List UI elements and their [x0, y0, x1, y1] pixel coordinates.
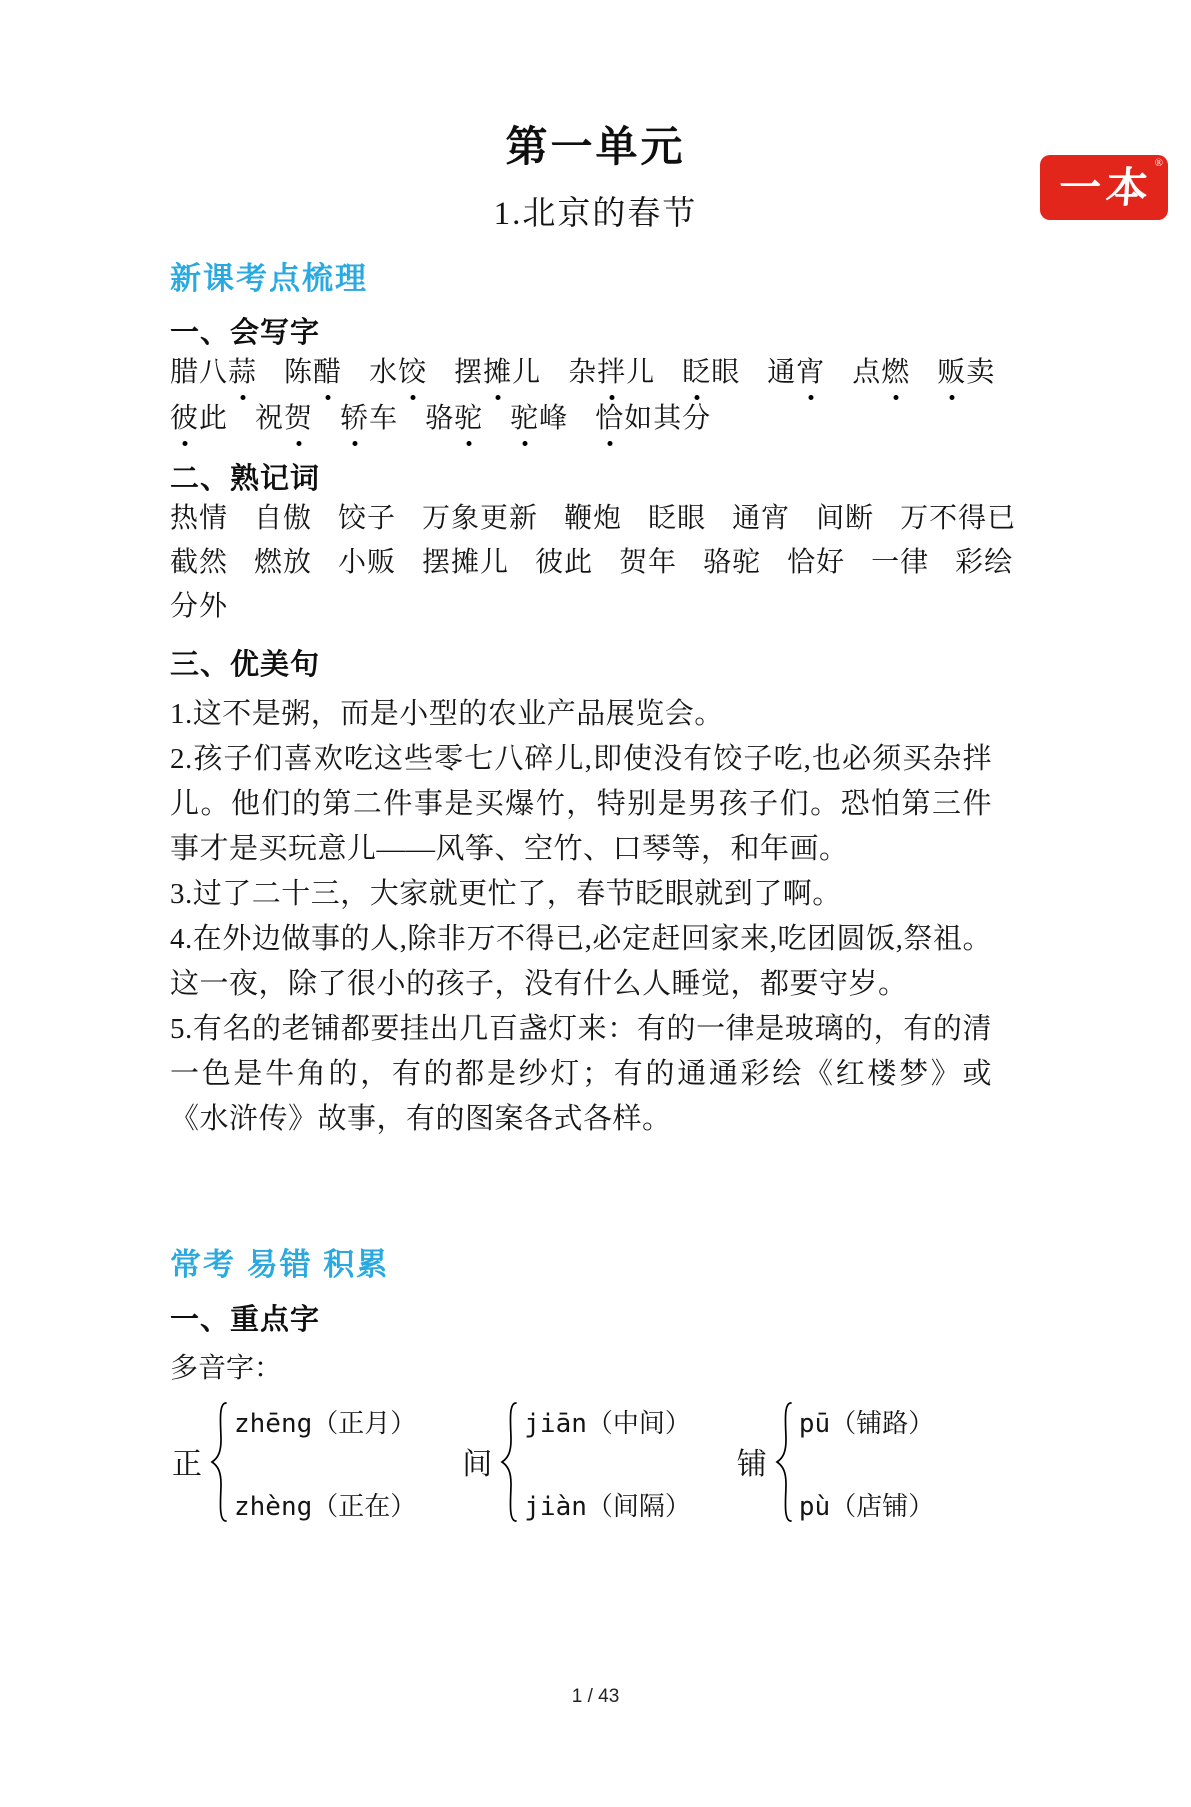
sentences-list: [170, 692, 992, 1142]
polyphone-reading-top: zhēng（正月）: [234, 1408, 417, 1439]
hanzi-char: 车: [369, 402, 399, 434]
word-item: [255, 399, 313, 439]
polyphone-readings: [234, 1407, 416, 1523]
hanzi-char-emphasized: 贺: [284, 399, 313, 439]
hanzi-char: 其: [653, 402, 683, 434]
subsection-title-writing-chars: 一、会写字: [170, 317, 321, 350]
polyphone-base-char: 铺: [736, 1447, 767, 1481]
word-item: 热情: [170, 502, 229, 534]
word-item: [595, 399, 711, 439]
words-line: [170, 543, 1014, 587]
word-item: [425, 399, 483, 439]
word-item: 彼此: [535, 546, 594, 578]
word-item: [369, 353, 427, 393]
hanzi-char: 峰: [539, 402, 569, 434]
polyphone-readings: [799, 1407, 934, 1523]
word-item: 万象更新: [422, 502, 539, 534]
polyphone-base-char: 正: [172, 1447, 202, 1481]
word-item: [767, 353, 825, 393]
word-item: 骆驼: [703, 546, 762, 578]
word-item: 饺子: [338, 502, 397, 534]
hanzi-char-emphasized: 燃: [881, 353, 910, 393]
hanzi-char: 儿: [626, 356, 656, 388]
hanzi-char-emphasized: 拌: [597, 353, 626, 393]
hanzi-char-emphasized: 蒜: [228, 353, 257, 393]
subsection-title-words: 二、熟记词: [170, 462, 321, 495]
polyphone-reading-bottom: jiàn（间隔）: [524, 1491, 691, 1522]
polyphone-group: [172, 1401, 416, 1528]
polyphone-groups: [172, 1401, 992, 1528]
hanzi-char: 如: [624, 402, 654, 434]
word-item: [682, 353, 740, 393]
words-line: [170, 587, 992, 631]
word-item: [340, 399, 398, 439]
hanzi-char: 点: [852, 356, 882, 388]
word-item: 截然: [170, 546, 229, 578]
word-item: [454, 353, 541, 393]
curly-brace-icon: [499, 1401, 519, 1528]
page-number: 1 / 43: [571, 1686, 620, 1707]
hanzi-char: 陈: [284, 356, 314, 388]
polyphone-reading-top: jiān（中间）: [524, 1408, 691, 1439]
hanzi-char: 儿: [512, 356, 542, 388]
hanzi-char-emphasized: 饺: [398, 353, 427, 393]
word-item: [510, 399, 568, 439]
word-item: 小贩: [338, 546, 397, 578]
polyphone-label: 多音字：: [170, 1353, 283, 1385]
sentence-item: 5.有名的老铺都要挂出几百盏灯来：有的一律是玻璃的，有的清一色是牛角的，有的都是纱灯；有的通通彩绘《红楼梦》或《水浒传》故事，有的图案各式各样。: [170, 1013, 992, 1136]
curly-brace-icon: [774, 1401, 794, 1528]
word-item: [937, 353, 995, 393]
hanzi-char: 骆: [425, 402, 455, 434]
unit-title: 第一单元: [505, 123, 686, 170]
hanzi-char: 八: [199, 356, 229, 388]
hanzi-char: 祝: [255, 402, 285, 434]
sentence-item: 1.这不是粥，而是小型的农业产品展览会。: [170, 698, 724, 731]
word-item: [568, 353, 655, 393]
hanzi-char: 通: [767, 356, 797, 388]
word-item: [170, 399, 228, 439]
registered-trademark-icon: ®: [1154, 157, 1163, 169]
writing-chars-line: [170, 353, 996, 399]
hanzi-char-emphasized: 摊: [483, 353, 512, 393]
word-item: 彩绘: [955, 546, 1014, 578]
word-item: 贺年: [619, 546, 678, 578]
word-item: [852, 353, 910, 393]
subsection-title-sentences: 三、优美句: [170, 648, 321, 681]
hanzi-char-emphasized: 彼: [170, 399, 199, 439]
polyphone-base-char: 间: [462, 1447, 493, 1481]
hanzi-char: 此: [199, 402, 229, 434]
writing-chars-line: [170, 399, 992, 445]
page-content: [170, 259, 1017, 1528]
word-item: 恰好: [787, 546, 846, 578]
word-item: 间断: [816, 502, 875, 534]
hanzi-char: 分: [682, 402, 712, 434]
polyphone-reading-bottom: pù（店铺）: [798, 1491, 935, 1522]
section-heading-new-course: 新课考点梳理: [170, 260, 368, 296]
word-item: 眨眼: [648, 502, 707, 534]
word-item: 万不得已: [900, 502, 1017, 534]
hanzi-char-emphasized: 醋: [313, 353, 342, 393]
hanzi-char: 腊: [170, 356, 200, 388]
polyphone-group: [737, 1401, 934, 1528]
logo-text: 一本: [1057, 162, 1155, 212]
subsection-title-key-chars: 一、重点字: [170, 1303, 321, 1336]
hanzi-char: 摆: [454, 356, 484, 388]
hanzi-char-emphasized: 宵: [796, 353, 825, 393]
hanzi-char-emphasized: 贩: [937, 353, 966, 393]
sentence-item: 2.孩子们喜欢吃这些零七八碎儿,即使没有饺子吃,也必须买杂拌儿。他们的第二件事是买爆竹，特别是男孩子们。恐怕第三件事才是买玩意儿——风筝、空竹、口琴等，和年画。: [170, 743, 992, 866]
polyphone-reading-top: pū（铺路）: [798, 1408, 935, 1439]
word-item: 一律: [871, 546, 930, 578]
word-item: [284, 353, 342, 393]
hanzi-char: 眼: [711, 356, 741, 388]
hanzi-char-emphasized: 轿: [340, 399, 369, 439]
word-item: [170, 353, 257, 393]
yiben-logo: [1040, 155, 1168, 220]
word-item: 通宵: [732, 502, 791, 534]
hanzi-char-emphasized: 驼: [510, 399, 539, 439]
word-item: 摆摊儿: [422, 546, 510, 578]
word-item: 分外: [170, 590, 229, 622]
polyphone-reading-bottom: zhèng（正在）: [234, 1491, 417, 1522]
word-item: 燃放: [254, 546, 313, 578]
polyphone-group: [462, 1401, 691, 1528]
lesson-title: 1.北京的春节: [493, 196, 698, 233]
polyphone-readings: [524, 1407, 691, 1523]
hanzi-char-emphasized: 驼: [454, 399, 483, 439]
curly-brace-icon: [209, 1401, 229, 1528]
hanzi-char: 卖: [966, 356, 996, 388]
hanzi-char-emphasized: 眨: [682, 353, 711, 393]
word-item: 鞭炮: [564, 502, 623, 534]
hanzi-char: 杂: [568, 356, 598, 388]
section-heading-review: 常考 易错 积累: [170, 1247, 390, 1283]
words-line: [170, 499, 1017, 543]
sentence-item: 3.过了二十三，大家就更忙了，春节眨眼就到了啊。: [170, 878, 842, 911]
writing-chars-list: [170, 353, 996, 445]
sentence-item: 4.在外边做事的人,除非万不得已,必定赶回家来,吃团圆饭,祭祖。这一夜，除了很小的孩子，没有什么人睡觉，都要守岁。: [170, 923, 992, 1001]
words-list: [170, 499, 1017, 631]
hanzi-char-emphasized: 恰: [595, 399, 624, 439]
hanzi-char: 水: [369, 356, 399, 388]
word-item: 自傲: [254, 502, 313, 534]
